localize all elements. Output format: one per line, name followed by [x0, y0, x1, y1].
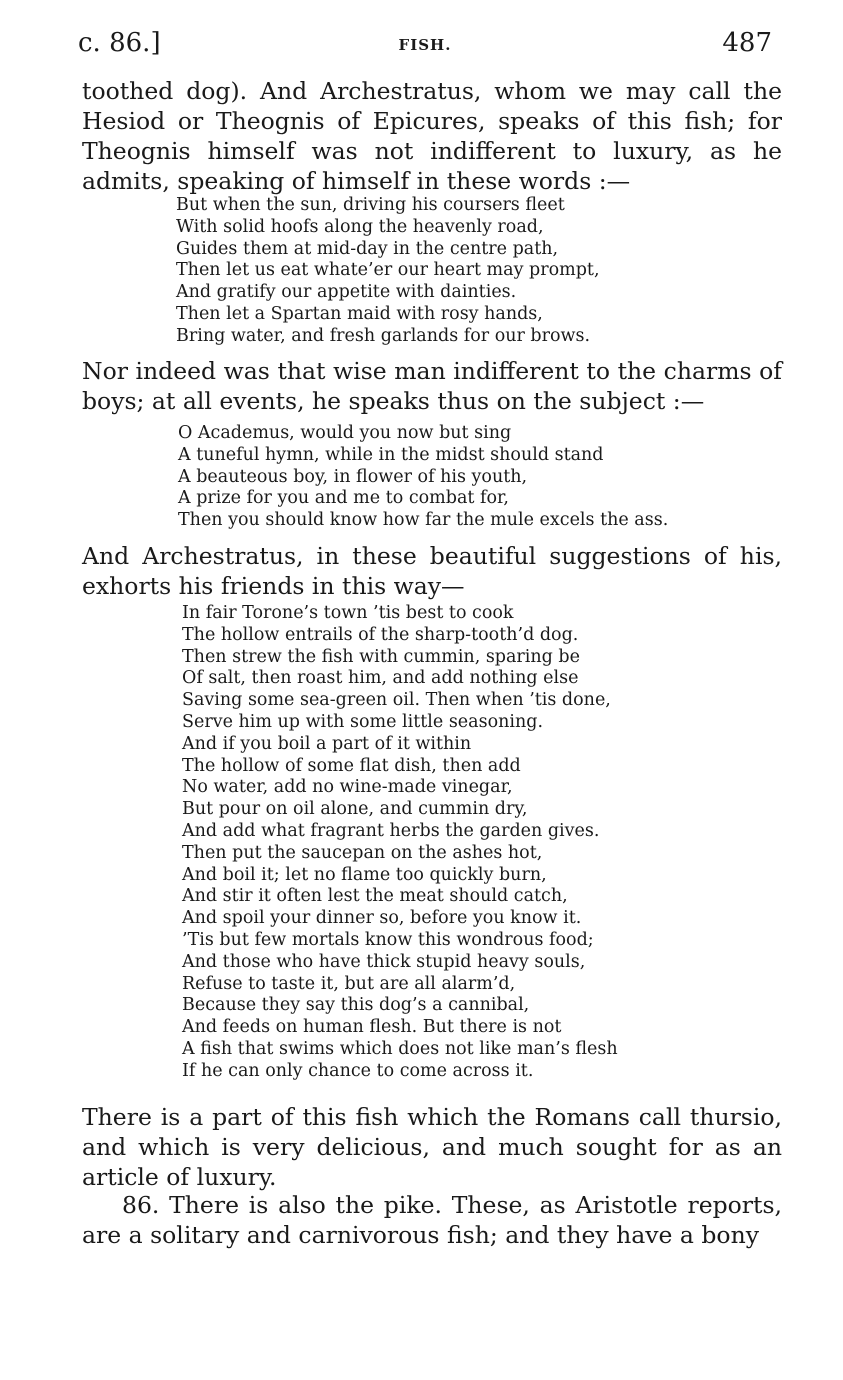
verse-torone-recipe [182, 603, 618, 1083]
verse-line: The hollow of some flat dish, then add [182, 755, 521, 776]
verse-line: But when the sun, driving his coursers fleet [176, 195, 565, 215]
verse-line: Then strew the fish with cummin, sparing be [182, 646, 580, 667]
verse-line: A tuneful hymn, while in the midst should stand [178, 444, 604, 465]
verse-line: Because they say this dog’s a cannibal, [182, 995, 530, 1016]
verse-line: And if you boil a part of it within [182, 733, 472, 754]
verse-line: And those who have thick stupid heavy souls, [182, 951, 586, 972]
verse-line: And spoil your dinner so, before you know it. [182, 908, 582, 929]
page-number: 487 [722, 28, 772, 58]
paragraph-archestratus-intro: toothed dog). And Archestratus, whom we may call the Hesiod or Theognis of Epicures, speaks of this fish; for Theognis himself was not indifferent to luxury, as he admits, speaking of himself in these words :— [82, 77, 782, 195]
verse-line: Guides them at mid-day in the centre path, [176, 238, 559, 259]
running-title: FISH. [398, 36, 452, 54]
verse-line: Then let a Spartan maid with rosy hands, [176, 303, 543, 324]
verse-line: And stir it often lest the meat should catch, [182, 886, 568, 907]
section-reference: c. 86.] [78, 28, 161, 58]
paragraph-archestratus-exhorts: And Archestratus, in these beautiful suggestions of his, exhorts his friends in this way— [82, 542, 782, 600]
verse-line: Refuse to taste it, but are all alarm’d, [182, 973, 516, 994]
verse-line: If he can only chance to come across it. [182, 1060, 534, 1081]
verse-line: Then let us eat whate’er our heart may prompt, [176, 260, 600, 281]
verse-line: No water, add no wine-made vinegar, [182, 777, 513, 798]
verse-line: In fair Torone’s town ’tis best to cook [182, 603, 514, 623]
verse-theognis [176, 195, 600, 348]
verse-line: Then you should know how far the mule excels the ass. [178, 510, 669, 531]
paragraph-wise-man: Nor indeed was that wise man indifferent to the charms of boys; at all events, he speaks thus on the subject :— [82, 357, 782, 415]
verse-line: But pour on oil alone, and cummin dry, [182, 799, 528, 820]
verse-line: And feeds on human flesh. But there is not [182, 1017, 562, 1038]
verse-line: Saving some sea-green oil. Then when ’tis done, [182, 690, 611, 711]
paragraph-thursio: There is a part of this fish which the Romans call thursio, and which is very delicious, and much sought for as an article of luxury. [82, 1103, 782, 1191]
verse-line: And gratify our appetite with dainties. [176, 282, 517, 303]
running-header [78, 28, 772, 62]
verse-line: O Academus, would you now but sing [178, 423, 512, 443]
verse-line: A beauteous boy, in flower of his youth, [178, 466, 528, 487]
verse-line: And boil it; let no flame too quickly burn, [182, 864, 547, 885]
verse-academus [178, 423, 668, 532]
verse-line: With solid hoofs along the heavenly road, [176, 216, 544, 237]
verse-line: Bring water, and fresh garlands for our brows. [176, 325, 591, 346]
paragraph-pike: 86. There is also the pike. These, as Aristotle reports, are a solitary and carnivorous fish; and they have a bony [82, 1191, 782, 1249]
verse-line: A prize for you and me to combat for, [178, 488, 509, 509]
verse-line: ’Tis but few mortals know this wondrous food; [182, 929, 594, 950]
verse-line: Then put the saucepan on the ashes hot, [182, 842, 543, 863]
verse-line: The hollow entrails of the sharp-tooth’d dog. [182, 624, 579, 645]
verse-line: Serve him up with some little seasoning. [182, 711, 544, 732]
verse-line: Of salt, then roast him, and add nothing else [182, 668, 579, 689]
verse-line: A fish that swims which does not like man’s flesh [182, 1038, 618, 1059]
verse-line: And add what fragrant herbs the garden gives. [182, 820, 600, 841]
